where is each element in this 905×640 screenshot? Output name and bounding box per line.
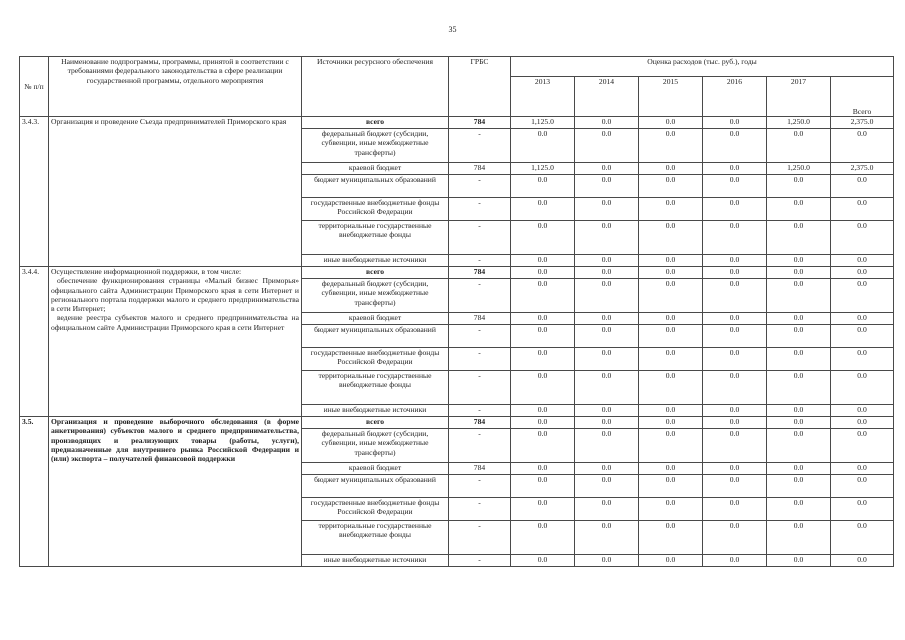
grbs-code: - [449,521,511,555]
grbs-code: - [449,221,511,255]
year-value: 0.0 [767,555,831,567]
year-value: 0.0 [639,555,703,567]
year-value: 0.0 [767,221,831,255]
item-name-paragraph: Осуществление информационной поддержки, в том числе: [51,267,242,276]
item-name [49,267,302,417]
year-value: 0.0 [767,521,831,555]
year-value: 0.0 [575,405,639,417]
funding-source: территориальные государственные внебюджетные фонды [302,521,449,555]
funding-source: государственные внебюджетные фонды Российской Федерации [302,348,449,371]
total-value: 0.0 [831,429,894,463]
header-year-2017: 2017 [767,77,831,117]
grbs-code: - [449,429,511,463]
year-value: 0.0 [703,117,767,129]
funding-source: государственные внебюджетные фонды Российской Федерации [302,498,449,521]
year-value: 0.0 [511,348,575,371]
year-value: 0.0 [639,279,703,313]
year-value: 0.0 [703,129,767,163]
year-value: 0.0 [511,325,575,348]
year-value: 0.0 [703,475,767,498]
funding-source: всего [302,417,449,429]
year-value: 0.0 [575,279,639,313]
page-number: 35 [448,25,457,34]
grbs-code: - [449,348,511,371]
header-year-2015: 2015 [639,77,703,117]
year-value: 0.0 [511,175,575,198]
funding-source: иные внебюджетные источники [302,555,449,567]
year-value: 0.0 [639,163,703,175]
budget-table [19,56,894,567]
year-value: 0.0 [511,129,575,163]
funding-source: федеральный бюджет (субсидии, субвенции, иные межбюджетные трансферты) [302,279,449,313]
year-value: 0.0 [703,498,767,521]
year-value: 0.0 [511,371,575,405]
year-value: 0.0 [511,198,575,221]
grbs-code: 784 [449,313,511,325]
item-name-paragraph: Организация и проведение выборочного обследования (в форме анкетирования) субъектов малого и среднего предпринимательства, производящих и реализующих товары (работы, услуги), предназначенные для внутреннего рынка Российской Федерации и (или) экспорта – получателей финансовой поддержки [51,417,299,464]
grbs-code: - [449,498,511,521]
year-value: 0.0 [511,555,575,567]
year-value: 0.0 [767,371,831,405]
header-year-2013: 2013 [511,77,575,117]
year-value: 0.0 [639,175,703,198]
total-value: 0.0 [831,371,894,405]
year-value: 0.0 [511,279,575,313]
item-number: 3.5. [20,417,49,567]
year-value: 0.0 [767,498,831,521]
year-value: 0.0 [767,175,831,198]
header-num: № п/п [20,57,49,117]
year-value: 0.0 [575,267,639,279]
year-value: 0.0 [767,463,831,475]
table-header [20,57,894,117]
funding-source: краевой бюджет [302,163,449,175]
year-value: 0.0 [639,429,703,463]
total-value: 0.0 [831,405,894,417]
year-value: 0.0 [575,198,639,221]
year-value: 0.0 [511,267,575,279]
year-value: 0.0 [639,129,703,163]
year-value: 0.0 [511,255,575,267]
year-value: 0.0 [511,405,575,417]
year-value: 0.0 [639,255,703,267]
grbs-code: - [449,175,511,198]
grbs-code: - [449,255,511,267]
total-value: 0.0 [831,348,894,371]
header-estimate: Оценка расходов (тыс. руб.), годы [511,57,894,77]
year-value: 0.0 [767,405,831,417]
item-name-paragraph: Организация и проведение Съезда предпринимателей Приморского края [51,117,287,126]
year-value: 0.0 [575,348,639,371]
year-value: 0.0 [639,475,703,498]
year-value: 0.0 [575,555,639,567]
funding-source: государственные внебюджетные фонды Российской Федерации [302,198,449,221]
year-value: 0.0 [767,129,831,163]
total-value: 0.0 [831,417,894,429]
year-value: 0.0 [511,498,575,521]
year-value: 0.0 [639,463,703,475]
year-value: 0.0 [703,175,767,198]
year-value: 1,125.0 [511,163,575,175]
header-source: Источники ресурсного обеспечения [302,57,449,117]
header-grbs: ГРБС [449,57,511,117]
item-number: 3.4.4. [20,267,49,417]
year-value: 1,250.0 [767,117,831,129]
year-value: 0.0 [767,325,831,348]
year-value: 0.0 [639,417,703,429]
year-value: 0.0 [511,417,575,429]
year-value: 0.0 [703,313,767,325]
year-value: 0.0 [575,117,639,129]
year-value: 0.0 [575,463,639,475]
total-value: 0.0 [831,279,894,313]
year-value: 0.0 [639,498,703,521]
year-value: 0.0 [703,163,767,175]
year-value: 0.0 [767,279,831,313]
year-value: 0.0 [767,267,831,279]
year-value: 0.0 [703,221,767,255]
total-value: 0.0 [831,129,894,163]
header-year-2014: 2014 [575,77,639,117]
funding-source: бюджет муниципальных образований [302,475,449,498]
total-value: 0.0 [831,463,894,475]
funding-source: иные внебюджетные источники [302,255,449,267]
funding-source: всего [302,117,449,129]
grbs-code: - [449,198,511,221]
year-value: 0.0 [703,198,767,221]
year-value: 0.0 [703,325,767,348]
total-value: 0.0 [831,498,894,521]
total-value: 0.0 [831,198,894,221]
year-value: 0.0 [703,463,767,475]
total-value: 0.0 [831,221,894,255]
year-value: 0.0 [575,175,639,198]
year-value: 0.0 [575,371,639,405]
year-value: 0.0 [575,498,639,521]
total-value: 0.0 [831,313,894,325]
year-value: 0.0 [575,429,639,463]
total-value: 0.0 [831,255,894,267]
funding-source: бюджет муниципальных образований [302,325,449,348]
year-value: 0.0 [767,475,831,498]
total-value: 2,375.0 [831,117,894,129]
funding-source: иные внебюджетные источники [302,405,449,417]
funding-source: краевой бюджет [302,463,449,475]
total-value: 0.0 [831,175,894,198]
year-value: 0.0 [703,348,767,371]
header-year-2016: 2016 [703,77,767,117]
funding-source: краевой бюджет [302,313,449,325]
grbs-code: - [449,129,511,163]
total-value: 2,375.0 [831,163,894,175]
grbs-code: - [449,405,511,417]
year-value: 0.0 [703,371,767,405]
year-value: 0.0 [511,475,575,498]
year-value: 0.0 [511,521,575,555]
year-value: 1,250.0 [767,163,831,175]
year-value: 0.0 [703,405,767,417]
total-value: 0.0 [831,555,894,567]
header-name: Наименование подпрограммы, программы, принятой в соответствии с требованиями федерального законодательства в сфере реализации государственной программы, отдельного мероприятия [49,57,302,117]
year-value: 0.0 [767,255,831,267]
grbs-code: - [449,555,511,567]
year-value: 0.0 [767,348,831,371]
year-value: 0.0 [511,221,575,255]
year-value: 0.0 [639,325,703,348]
year-value: 0.0 [511,313,575,325]
year-value: 0.0 [639,371,703,405]
year-value: 0.0 [703,255,767,267]
header-total: Всего [831,77,894,117]
year-value: 0.0 [767,429,831,463]
total-value: 0.0 [831,521,894,555]
year-value: 0.0 [703,417,767,429]
year-value: 0.0 [639,405,703,417]
funding-source: федеральный бюджет (субсидии, субвенции, иные межбюджетные трансферты) [302,429,449,463]
year-value: 0.0 [575,129,639,163]
year-value: 0.0 [639,198,703,221]
year-value: 0.0 [639,313,703,325]
funding-source: территориальные государственные внебюджетные фонды [302,371,449,405]
grbs-code: - [449,475,511,498]
year-value: 0.0 [639,117,703,129]
year-value: 1,125.0 [511,117,575,129]
grbs-code: 784 [449,267,511,279]
year-value: 0.0 [575,255,639,267]
year-value: 0.0 [511,463,575,475]
year-value: 0.0 [703,521,767,555]
grbs-code: 784 [449,417,511,429]
year-value: 0.0 [703,267,767,279]
year-value: 0.0 [575,221,639,255]
total-value: 0.0 [831,475,894,498]
grbs-code: - [449,325,511,348]
year-value: 0.0 [703,555,767,567]
year-value: 0.0 [703,429,767,463]
grbs-code: 784 [449,163,511,175]
year-value: 0.0 [767,417,831,429]
item-name-paragraph: ведение реестра субъектов малого и среднего предпринимательства на официальном сайте Администрации Приморского края в сети Интернет [51,313,299,332]
grbs-code: 784 [449,463,511,475]
year-value: 0.0 [575,475,639,498]
funding-source: территориальные государственные внебюджетные фонды [302,221,449,255]
year-value: 0.0 [511,429,575,463]
year-value: 0.0 [575,521,639,555]
year-value: 0.0 [639,267,703,279]
total-value: 0.0 [831,267,894,279]
grbs-code: - [449,279,511,313]
table-row [20,417,894,429]
item-number: 3.4.3. [20,117,49,267]
year-value: 0.0 [767,313,831,325]
year-value: 0.0 [575,163,639,175]
grbs-code: 784 [449,117,511,129]
funding-source: бюджет муниципальных образований [302,175,449,198]
grbs-code: - [449,371,511,405]
table-row [20,267,894,279]
year-value: 0.0 [639,521,703,555]
year-value: 0.0 [639,221,703,255]
year-value: 0.0 [703,279,767,313]
table-body [20,117,894,567]
year-value: 0.0 [575,325,639,348]
year-value: 0.0 [767,198,831,221]
year-value: 0.0 [639,348,703,371]
item-name-paragraph: обеспечение функционирования страницы «Малый бизнес Приморья» официального сайта Администрации Приморского края в сети Интернет и регионального портала поддержки малого и среднего предпринимательства в сети Интернет; [51,276,299,314]
funding-source: всего [302,267,449,279]
total-value: 0.0 [831,325,894,348]
funding-source: федеральный бюджет (субсидии, субвенции, иные межбюджетные трансферты) [302,129,449,163]
year-value: 0.0 [575,313,639,325]
table-row [20,117,894,129]
item-name [49,117,302,267]
year-value: 0.0 [575,417,639,429]
item-name [49,417,302,567]
